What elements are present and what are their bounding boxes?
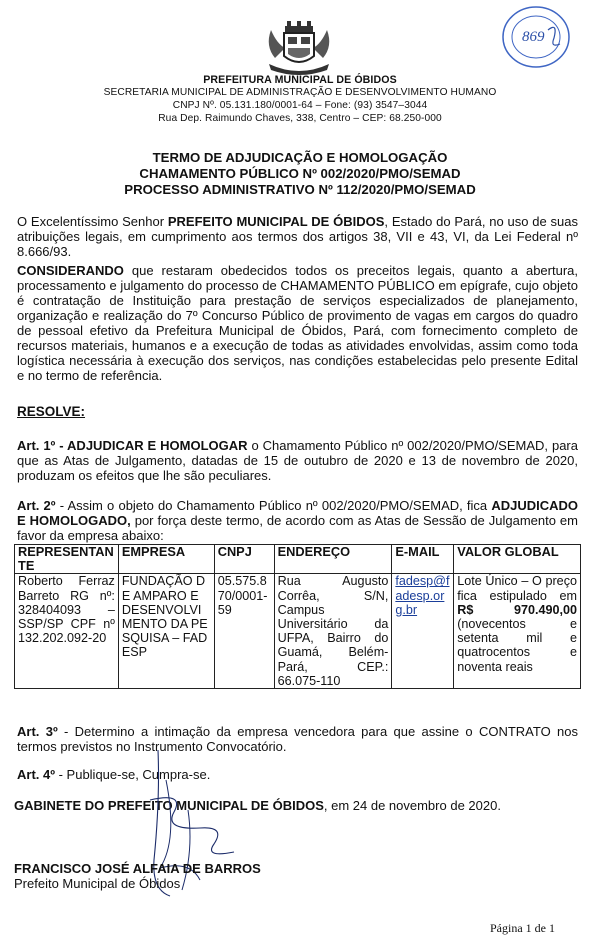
valor-amount: R$ 970.490,00: [457, 602, 577, 617]
cell-endereco: Rua Augusto Corrêa, S/N, Campus Universitário da UFPA, Bairro do Guamá, Belém-Pará, CEP.: 66.075-110: [274, 574, 392, 689]
considerando-paragraph: CONSIDERANDO que restaram obedecidos todos os preceitos legais, quanto a abertura, processamento e julgamento do processo de CHAMAMENTO PÚBLICO em epígrafe, cujo objeto é contratação de Instituição para prestação de serviços especializados de planejamento, organização e realização do 7º Concurso Público de provimento de vagas em cargos do quadro de pessoal efetivo da Prefeitura Municipal de Óbidos, Pará, com fornecimento completo de recursos materiais, humanos e a execução de todas as atividades envolvidas, assim como toda logística necessária à execução dos serviços, nas condições estabelecidas pelo presente Edital e no termo de referência.: [17, 263, 578, 383]
table-row: [15, 574, 581, 689]
stamp-number: 869: [522, 29, 545, 45]
resolve-heading: RESOLVE:: [17, 404, 86, 419]
doc-title: TERMO DE ADJUDICAÇÃO E HOMOLOGAÇÃO: [152, 150, 448, 165]
closing-line: GABINETE DO PREFEITO MUNICIPAL DE ÓBIDOS, em 24 de novembro de 2020.: [14, 798, 501, 813]
art2-paragraph: Art. 2º - Assim o objeto do Chamamento Público nº 002/2020/PMO/SEMAD, fica ADJUDICADO E HOMOLOGADO, por força deste termo, de acordo com as Atas de Sessão de Julgamento em favor da empresa abaixo:: [17, 498, 578, 543]
page-number: Página 1 de 1: [490, 921, 555, 935]
col-header-empresa: EMPRESA: [118, 545, 214, 574]
art4-paragraph: Art. 4º - Publique-se, Cumpra-se.: [17, 767, 211, 782]
cell-cnpj: 05.575.870/0001-59: [214, 574, 274, 689]
prefeito-bold: PREFEITO MUNICIPAL DE ÓBIDOS: [167, 214, 385, 229]
signatory-role: Prefeito Municipal de Óbidos: [14, 876, 181, 891]
cell-email: [392, 574, 454, 689]
header-secretaria: SECRETARIA MUNICIPAL DE ADMINISTRAÇÃO E DESENVOLVIMENTO HUMANO: [103, 87, 497, 98]
table-header-row: [15, 545, 581, 574]
col-header-cnpj: CNPJ: [214, 545, 274, 574]
art1-bold: ADJUDICAR E HOMOLOGAR: [67, 438, 248, 453]
cell-empresa: FUNDAÇÃO DE AMPARO E DESENVOLVIMENTO DA PESQUISA – FADESP: [118, 574, 214, 689]
header-org: PREFEITURA MUNICIPAL DE ÓBIDOS: [203, 74, 397, 86]
col-header-endereco: ENDEREÇO: [274, 545, 392, 574]
intro-paragraph: O Excelentíssimo Senhor PREFEITO MUNICIPAL DE ÓBIDOS, Estado do Pará, no uso de suas atribuições legais, em cumprimento aos termos dos artigos 38, VII e 43, VI, da Lei Federal nº 8.666/93.: [17, 214, 578, 259]
signatory-name: FRANCISCO JOSÉ ALFAIA DE BARROS: [14, 861, 261, 876]
email-link[interactable]: fadesp@fadesp.org.br: [395, 574, 450, 617]
coat-of-arms-logo: [257, 18, 341, 76]
col-header-valor: VALOR GLOBAL: [454, 545, 581, 574]
header-cnpj-fone: CNPJ Nº. 05.131.180/0001-64 – Fone: (93) 3547–3044: [172, 100, 428, 111]
gabinete-bold: GABINETE DO PREFEITO MUNICIPAL DE ÓBIDOS: [14, 798, 324, 813]
art3-paragraph: Art. 3º - Determino a intimação da empresa vencedora para que assine o CONTRATO nos termos previstos no Instrumento Convocatório.: [17, 724, 578, 754]
col-header-email: E-MAIL: [392, 545, 454, 574]
cell-valor: Lote Único – O preço fica estipulado em R$ 970.490,00 (novecentos e setenta mil e quatrocentos e noventa reais: [454, 574, 581, 689]
doc-subtitle-processo: PROCESSO ADMINISTRATIVO Nº 112/2020/PMO/SEMAD: [124, 182, 476, 197]
doc-subtitle-chamamento: CHAMAMENTO PÚBLICO Nº 002/2020/PMO/SEMAD: [139, 166, 461, 181]
considerando-bold: CONSIDERANDO: [17, 263, 124, 278]
art1-paragraph: Art. 1º - ADJUDICAR E HOMOLOGAR o Chamamento Público nº 002/2020/PMO/SEMAD, para que as Atas de Julgamento, datadas de 15 de outubro de 2020 e 13 de novembro de 2020, produzam os efeitos que lhe são peculiares.: [17, 438, 578, 483]
art2-bold: ADJUDICADO E HOMOLOGADO,: [17, 498, 578, 528]
header-endereco: Rua Dep. Raimundo Chaves, 338, Centro – CEP: 68.250-000: [158, 113, 442, 124]
vendor-table: [14, 544, 581, 689]
protocol-stamp: [500, 4, 572, 70]
col-header-representante: REPRESENTANTE: [15, 545, 119, 574]
cell-representante: Roberto Ferraz Barreto RG nº: 328404093 – SSP/SP CPF nº 132.202.092-20: [15, 574, 119, 689]
